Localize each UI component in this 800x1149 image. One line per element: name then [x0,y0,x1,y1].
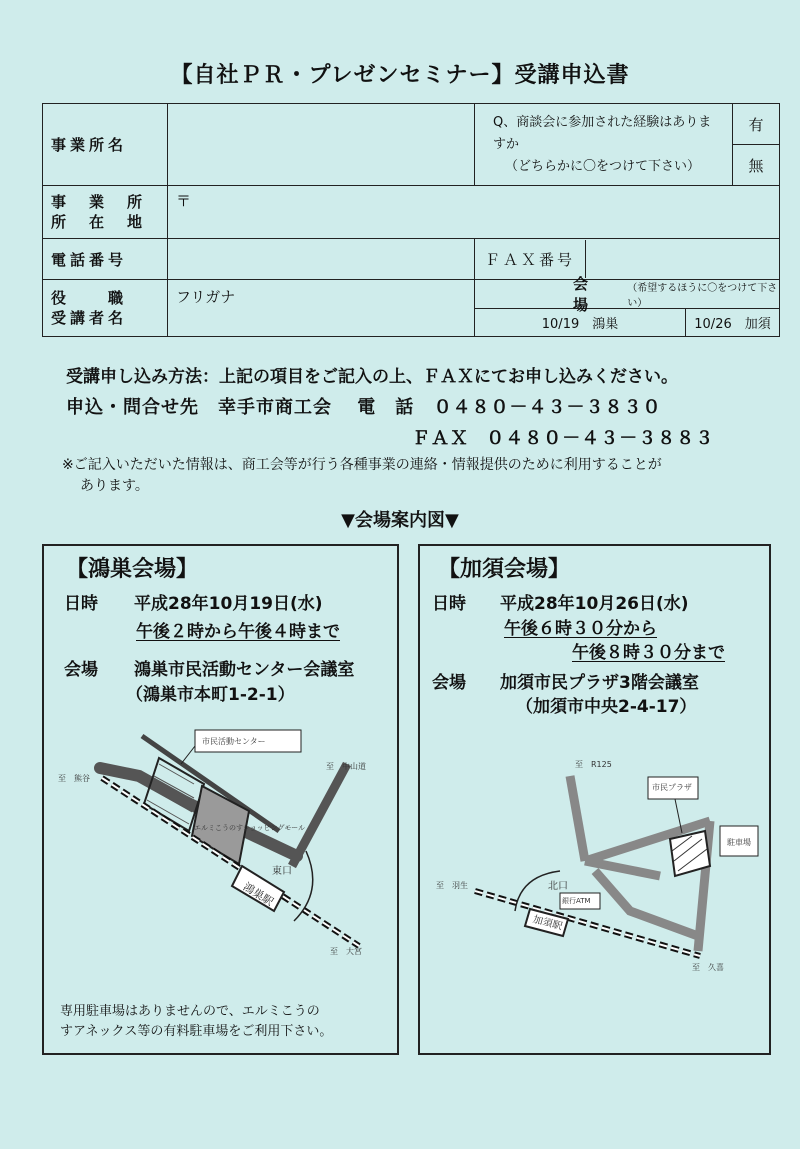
kazo-parking-label: 駐車場 [727,838,751,847]
kazo-date-label: 日時 [432,594,466,614]
konosu-naka-label: 至 中山道 [326,762,366,771]
fax-label: ＦＡＸ番号 [475,240,586,278]
privacy-note: ※ご記入いただいた情報は、商工会等が行う各種事業の連絡・情報提供のために利用することが あります。 [62,457,662,494]
kazo-map [420,751,769,981]
kazo-date: 平成28年10月26日(水) [500,594,689,614]
kazo-venue-title: 【加須会場】 [438,557,571,582]
konosu-place: 鴻巣市民活動センター会議室 [134,660,355,680]
kazo-time-from: 午後６時３０分から [504,619,657,639]
konosu-west-label: 至 熊谷 [58,774,90,783]
yes-option[interactable]: 有 [733,104,780,145]
contact-fax: ０４８０－４３－３８８３ [486,428,715,449]
kazo-time-to: 午後８時３０分まで [572,643,725,663]
konosu-center-label: 市民活動センター [202,737,266,746]
kazo-north-exit-label: 北口 [548,881,568,892]
kazo-kuki-label: 至 久喜 [692,963,724,972]
konosu-venue-box [42,544,399,1055]
experience-question: Q、商談会に参加された経験はありますか （どちらかに〇をつけて下さい） [475,104,733,186]
contact-line: 申込・問合せ先 幸手市商工会 電 話 ０４８０－４３－３８３０ [66,397,662,418]
application-form [42,103,780,337]
contact-fax-line: ＦＡＸ ０４８０－４３－３８８３ [412,428,715,449]
kazo-bank-label: 銀行ATM [562,897,591,905]
address-field[interactable] [168,186,780,239]
kazo-address: （加須市中央2-4-17） [516,697,697,717]
kazo-hanyu-label: 至 羽生 [436,881,468,890]
kazo-venue-box [418,544,771,1055]
venue-option-kazo[interactable]: 10/26 加須 [694,317,771,332]
company-label: 事業所名 [43,104,168,186]
venue-choice: 会 場 （希望するほうに〇をつけて下さい） 10/19 鴻巣 10/26 加須 [475,280,780,337]
address-label: 事 業 所 所 在 地 [43,186,168,239]
map-heading: ▼会場案内図▼ [341,510,459,531]
kazo-place: 加須市民プラザ3階会議室 [500,673,699,693]
attendee-field[interactable] [168,280,475,337]
phone-label: 電話番号 [43,239,168,280]
kazo-plaza-label: 市民プラザ [652,783,692,792]
page-title: 【自社ＰＲ・プレゼンセミナー】受講申込書 [170,63,630,88]
kazo-place-label: 会場 [432,673,466,693]
konosu-station-label: 鴻巣駅 [240,880,276,909]
contact-phone: ０４８０－４３－３８３０ [433,397,662,418]
phone-field[interactable] [168,239,475,280]
konosu-date-label: 日時 [64,594,98,614]
konosu-exit-label: 東口 [272,866,292,877]
attendee-label: 役 職 受講者名 [43,280,168,337]
konosu-address: （鴻巣市本町1-2-1） [126,685,295,705]
konosu-venue-title: 【鴻巣会場】 [66,557,199,582]
konosu-parking-note: 専用駐車場はありませんので、エルミこうの すアネックス等の有料駐車場をご利用下さい。 [60,1004,333,1039]
kazo-station-label: 加須駅 [531,914,564,933]
apply-method: 受講申し込み方法：上記の項目をご記入の上、ＦＡＸにてお申し込みください。 [66,367,678,387]
company-field[interactable] [168,104,475,186]
furigana-label: フリガナ [176,288,236,306]
no-option[interactable]: 無 [733,145,780,186]
konosu-time: 午後２時から午後４時まで [136,622,340,642]
konosu-south-label: 至 大宮 [330,947,362,956]
konosu-annex-label: エルミこうのすショッピングモール [194,824,306,832]
konosu-place-label: 会場 [64,660,98,680]
konosu-date: 平成28年10月19日(水) [134,594,323,614]
venue-option-konosu[interactable]: 10/19 鴻巣 [475,309,686,336]
kazo-r125-label: 至 R125 [575,760,612,769]
konosu-road-naka [292,764,347,866]
postal-mark: 〒 [176,192,192,210]
kazo-road-r125 [570,776,585,861]
